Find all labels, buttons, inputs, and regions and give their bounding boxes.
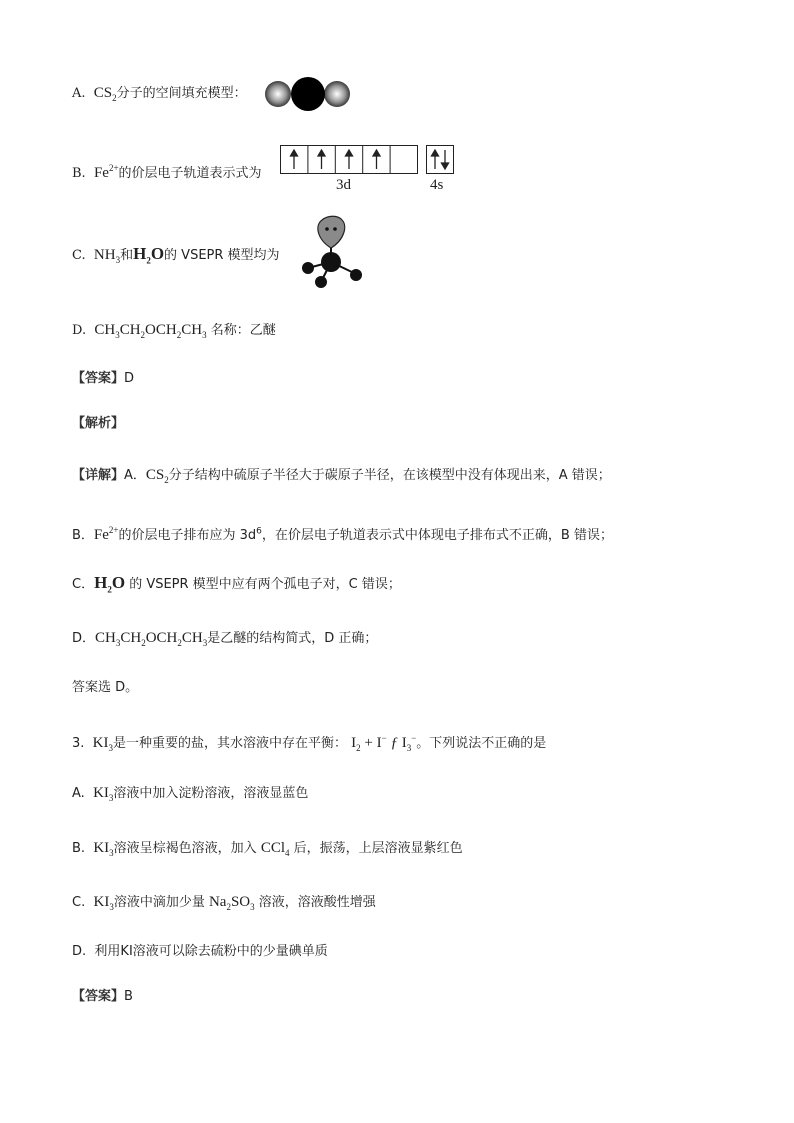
q2-detail-c xyxy=(72,573,401,599)
option-letter: D. xyxy=(72,323,87,338)
detail-text: 分子结构中硫原子半径大于碳原子半径，在该模型中没有体现出来，A 错误； xyxy=(168,468,611,483)
option-text: 后，振荡，上层溶液显紫红色 xyxy=(293,841,463,856)
formula-nh3: $NH_3$ xyxy=(93,247,121,265)
q2-option-a xyxy=(72,83,247,108)
q3-option-b xyxy=(72,838,463,863)
formula-diethyl-ether: $CH_3CH_2OCH_2CH_3$ xyxy=(94,322,207,340)
equilibrium-equation: $I_2 + I^-$ ƒ $I_3^-$ xyxy=(351,733,417,753)
option-text: 分子的空间填充模型： xyxy=(116,86,247,101)
answer-label: 【答案】 xyxy=(72,371,125,386)
formula-ccl4: CCl$_4$ xyxy=(260,840,290,858)
stem-text: 。下列说法不正确的是 xyxy=(416,736,547,751)
option-letter: A. xyxy=(72,786,85,801)
q2-detail-d xyxy=(72,628,377,653)
detail-text: 的 VSEPR 模型中应有两个孤电子对，C 错误； xyxy=(129,577,401,592)
detail-prefix: A． xyxy=(124,468,146,483)
q2-analysis-heading xyxy=(72,414,124,434)
superscript: 6 xyxy=(256,526,262,537)
formula-h2o: $H_2O$ xyxy=(94,573,126,595)
option-text: 的价层电子轨道表示式为 xyxy=(118,166,262,181)
conjunction: 和 xyxy=(120,248,134,263)
detail-text: ，在价层电子轨道表示式中体现电子排布式不正确，B 错误； xyxy=(261,528,613,543)
q2-option-b xyxy=(72,158,262,184)
q3-option-c xyxy=(72,892,376,917)
option-text: 利用KI溶液可以除去硫粉中的少量碘单质 xyxy=(94,944,328,959)
formula-ki3: $KI_3$ xyxy=(93,840,114,858)
formula-diethyl-ether: $CH_3CH_2OCH_2CH_3$ xyxy=(95,630,208,648)
formula-cs2: $CS_2$ xyxy=(93,85,117,103)
formula-ki3: $KI_3$ xyxy=(93,785,114,803)
option-letter: C. xyxy=(72,248,86,263)
option-text: 的 VSEPR 模型均为 xyxy=(164,248,280,263)
formula-ki3: $KI_3$ xyxy=(92,735,113,753)
question-number: 3. xyxy=(72,736,85,751)
stem-text: 是一种重要的盐，其水溶液中存在平衡： xyxy=(113,736,348,751)
option-letter: D. xyxy=(72,944,87,959)
detail-prefix: C． xyxy=(72,577,95,592)
detail-label: 【详解】 xyxy=(72,468,125,483)
label-4s: 4s xyxy=(430,177,444,193)
answer-label: 【答案】 xyxy=(72,989,125,1004)
option-text: 溶液，溶液酸性增强 xyxy=(258,895,376,910)
q3-option-d xyxy=(72,942,328,962)
detail-prefix: D． xyxy=(72,631,96,646)
option-letter: A. xyxy=(72,86,86,101)
q2-answer xyxy=(72,369,134,389)
ion-fe2plus: $Fe^{2+}$ xyxy=(93,525,119,543)
option-text: 溶液中滴加少量 xyxy=(113,895,205,910)
q2-detail-a xyxy=(72,465,611,490)
detail-prefix: B． xyxy=(72,528,94,543)
formula-ki3: $KI_3$ xyxy=(93,894,114,912)
option-letter: B. xyxy=(72,166,86,181)
q2-option-c xyxy=(72,244,280,270)
option-letter: C. xyxy=(72,895,86,910)
q3-answer xyxy=(72,987,133,1007)
q3-stem xyxy=(72,728,546,758)
q3-option-a xyxy=(72,783,308,808)
formula-h2o: $H_2O$ xyxy=(133,244,165,266)
formula-cs2: $CS_2$ xyxy=(145,467,169,485)
option-text: 溶液中加入淀粉溶液，溶液显蓝色 xyxy=(113,786,309,801)
cs2-space-filling-model xyxy=(262,76,354,112)
detail-text: 是乙醚的结构简式，D 正确； xyxy=(207,631,378,646)
answer-value: B xyxy=(124,989,133,1004)
detail-text: 的价层电子排布应为 3d xyxy=(118,528,257,543)
analysis-label: 【解析】 xyxy=(72,416,125,431)
answer-value: D xyxy=(124,371,135,386)
vsepr-model-icon xyxy=(300,214,370,294)
q2-conclusion: 答案选 D。 xyxy=(72,680,139,695)
option-letter: B. xyxy=(72,841,86,856)
q2-option-d xyxy=(72,320,276,345)
option-text: 名称：乙醚 xyxy=(210,323,276,338)
option-text: 溶液呈棕褐色溶液，加入 xyxy=(113,841,257,856)
formula-na2so3: $Na_2SO_3$ xyxy=(208,894,255,912)
label-3d: 3d xyxy=(336,177,351,193)
ion-fe2plus: $Fe^{2+}$ xyxy=(93,163,119,181)
q2-detail-b xyxy=(72,520,613,546)
